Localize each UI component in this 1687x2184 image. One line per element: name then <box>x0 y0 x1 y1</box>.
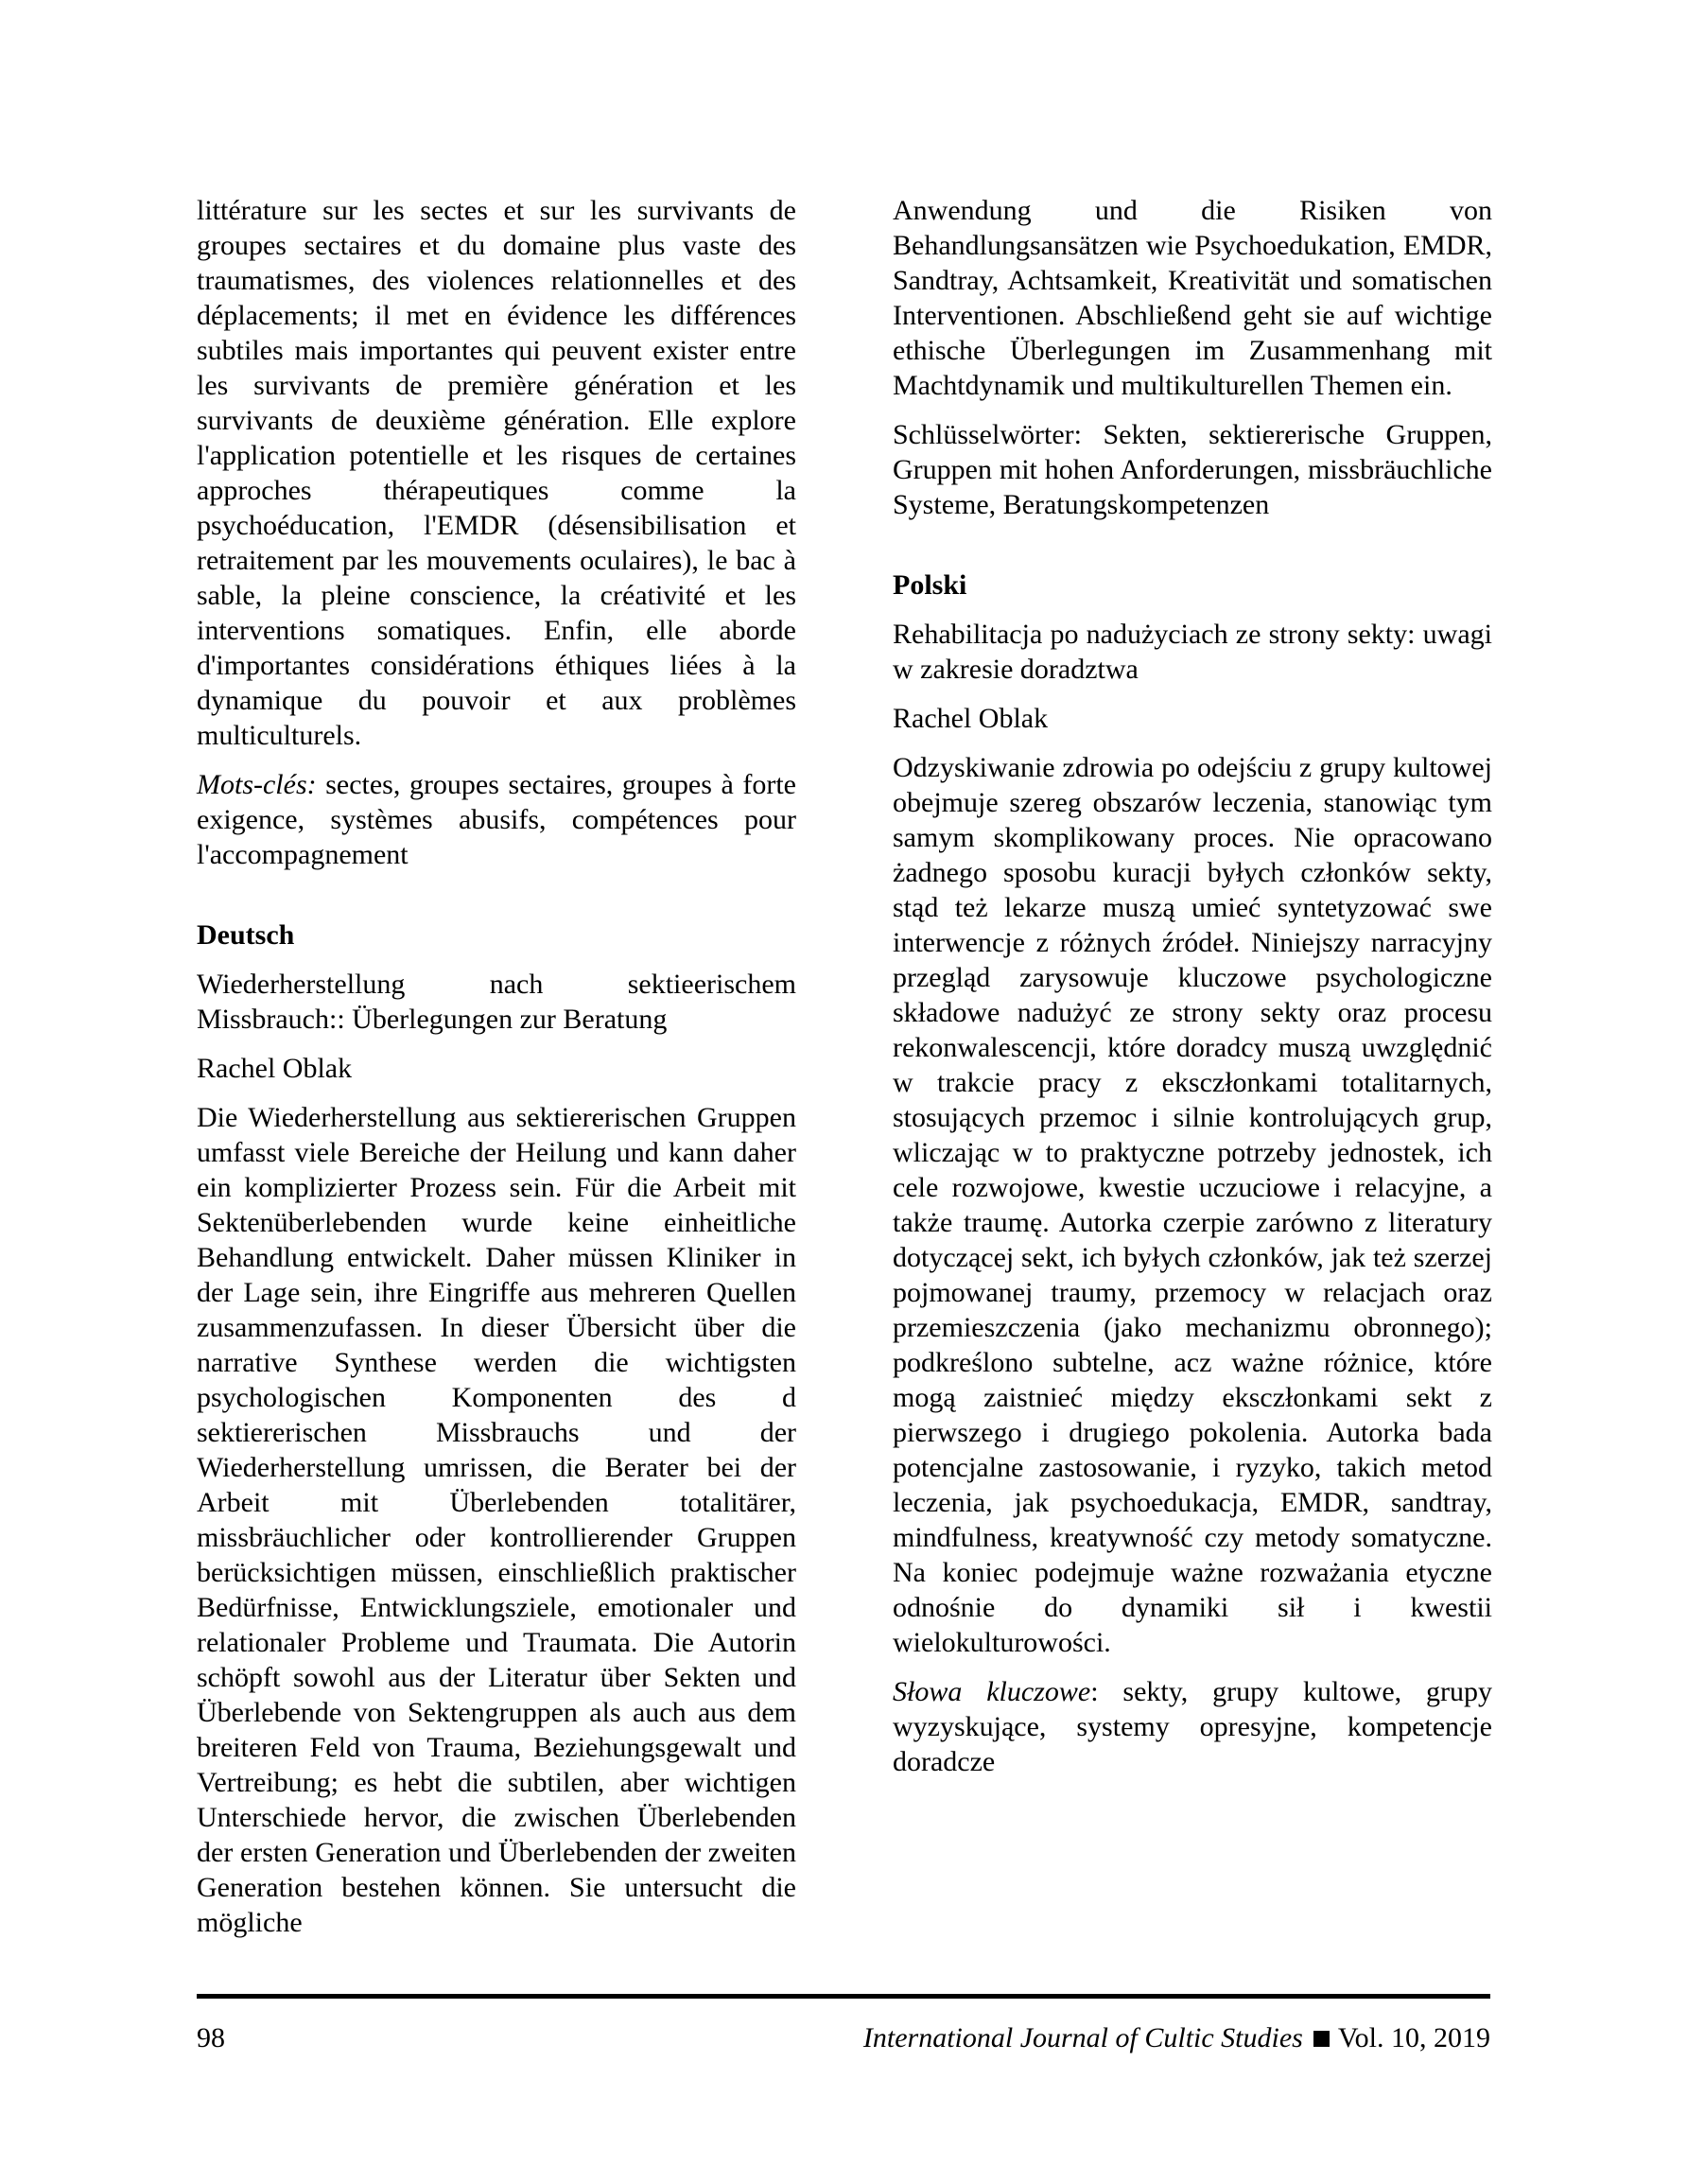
german-abstract-part2: Anwendung und die Risiken von Behandlungsansätzen wie Psychoedukation, EMDR, Sandtray, Achtsamkeit, Kreativität und somatischen Interventionen. Abschließend geht sie auf wichtige ethische Überlegungen im Zusammenhang mit Machtdynamik und multikulturellen Themen ein. <box>893 195 1492 401</box>
polish-keywords <box>893 1674 1492 1779</box>
right-column <box>893 193 1492 1793</box>
german-article-title: Wiederherstellung nach sektieerischem Missbrauch:: Überlegungen zur Beratung <box>197 969 796 1035</box>
polish-abstract: Odzyskiwanie zdrowia po odejściu z grupy kultowej obejmuje szereg obszarów leczenia, stanowiąc tym samym skomplikowany proces. Nie opracowano żadnego sposobu kuracji byłych członków sekty, stąd też lekarze muszą umieć syntetyzować swe interwencje z różnych źródeł. Niniejszy narracyjny przegląd zarysowuje kluczowe psychologiczne składowe nadużyć ze strony sekty oraz procesu rekonwalescencji, które doradcy muszą uwzględnić w trakcie pracy z eksczłonkami totalitarnych, stosujących przemoc i silnie kontrolujących grup, wliczając w to praktyczne potrzeby jednostek, ich cele rozwojowe, kwestie uczuciowe i relacyjne, a także traumę. Autorka czerpie zarówno z literatury dotyczącej sekt, ich byłych członków, jak też szerzej pojmowanej traumy, przemocy w relacjach oraz przemieszczenia (jako mechanizmu obronnego); podkreślono subtelne, acz ważne różnice, które mogą zaistnieć między eksczłonkami sekt z pierwszego i drugiego pokolenia. Autorka bada potencjalne zastosowanie, i ryzyko, takich metod leczenia, jak psychoedukacja, EMDR, sandtray, mindfulness, kreatywność czy metody somatyczne. Na koniec podejmuje ważne rozważania etyczne odnośnie do dynamiki sił i kwestii wielokulturowości. <box>893 752 1492 1658</box>
polish-section-heading: Polski <box>893 569 967 601</box>
french-abstract-continuation: littérature sur les sectes et sur les survivants de groupes sectaires et du domaine plus vaste des traumatismes, des violences relationnelles et des déplacements; il met en évidence les différences subtiles mais importantes qui peuvent exister entre les survivants de première génération et les survivants de deuxième génération. Elle explore l'application potentielle et les risques de certaines approches thérapeutiques comme la psychoéducation, l'EMDR (désensibilisation et retraitement par les mouvements oculaires), le bac à sable, la pleine conscience, la créativité et les interventions somatiques. Enfin, elle aborde d'importantes considérations éthiques liées à la dynamique du pouvoir et aux problèmes multiculturels. <box>197 195 796 751</box>
french-keywords-text: sectes, groupes sectaires, groupes à forte exigence, systèmes abusifs, compétences pour l'accompagnement <box>197 769 796 870</box>
german-author: Rachel Oblak <box>197 1053 353 1084</box>
footer-volume: Vol. 10, 2019 <box>1337 2022 1490 2053</box>
footer-journal-line <box>734 2020 1490 2055</box>
polish-keywords-text: : sekty, grupy kultowe, grupy wyzyskujące, systemy opresyjne, kompetencje doradcze <box>893 1676 1493 1777</box>
german-section-heading: Deutsch <box>197 919 295 951</box>
footer-page-number: 98 <box>197 2022 225 2053</box>
german-keywords: Schlüsselwörter: Sekten, sektiererische Gruppen, Gruppen mit hohen Anforderungen, missbräuchliche Systeme, Beratungskompetenzen <box>893 419 1492 520</box>
square-separator-icon <box>1313 2031 1330 2047</box>
german-abstract-part1: Die Wiederherstellung aus sektiererischen Gruppen umfasst viele Bereiche der Heilung und kann daher ein komplizierter Prozess sein. Für die Arbeit mit Sektenüberlebenden wurde keine einheitliche Behandlung entwickelt. Daher müssen Kliniker in der Lage sein, ihre Eingriffe aus mehreren Quellen zusammenzufassen. In dieser Übersicht über die narrative Synthese werden die wichtigsten psychologischen Komponenten des d sektiererischen Missbrauchs und der Wiederherstellung umrissen, die Berater bei der Arbeit mit Überlebenden totalitärer, missbräuchlicher oder kontrollierender Gruppen berücksichtigen müssen, einschließlich praktischer Bedürfnisse, Entwicklungsziele, emotionaler und relationaler Probleme und Traumata. Die Autorin schöpft sowohl aus der Literatur über Sekten und Überlebende von Sektengruppen als auch aus dem breiteren Feld von Trauma, Beziehungsgewalt und Vertreibung; es hebt die subtilen, aber wichtigen Unterschiede hervor, die zwischen Überlebenden der ersten Generation und Überlebenden der zweiten Generation bestehen können. Sie untersucht die mögliche <box>197 1102 796 1938</box>
left-column <box>197 193 796 1954</box>
french-keywords-label: Mots-clés: <box>197 769 317 800</box>
polish-author: Rachel Oblak <box>893 703 1049 734</box>
polish-article-title: Rehabilitacja po nadużyciach ze strony sekty: uwagi w zakresie doradztwa <box>893 619 1492 685</box>
french-keywords <box>197 767 796 872</box>
footer-divider-rule <box>197 1994 1490 1999</box>
footer-journal-title: International Journal of Cultic Studies <box>862 2022 1303 2053</box>
polish-keywords-label: Słowa kluczowe <box>893 1676 1091 1707</box>
